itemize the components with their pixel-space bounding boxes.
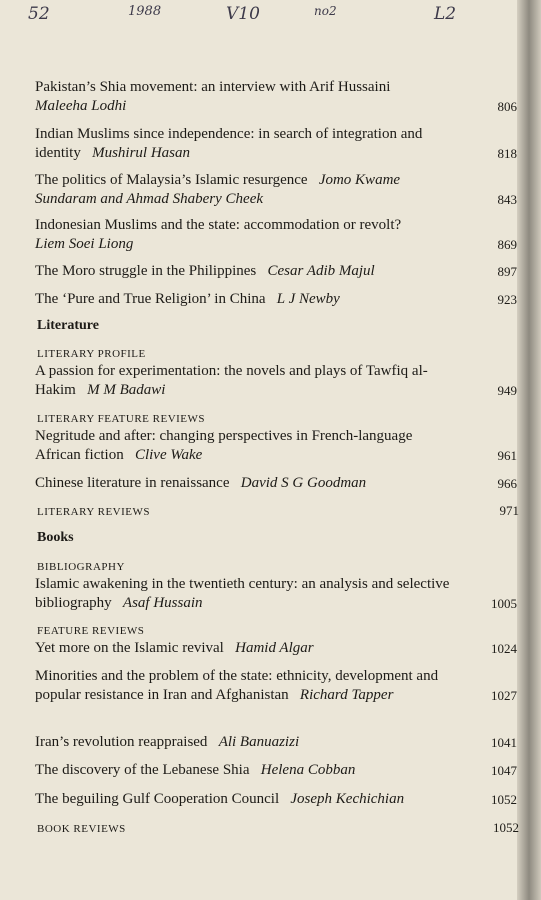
entry-title: Indian Muslims since independence: in search of integration and identity — [35, 126, 423, 161]
binding-edge — [517, 0, 541, 900]
handwritten-note: 1988 — [128, 4, 162, 19]
category-label — [37, 503, 519, 518]
entry-author: Jomo Kwame Sundaram and Ahmad Shabery Cheek — [35, 172, 401, 207]
entry-page: 1047 — [491, 763, 517, 778]
handwritten-note: V10 — [226, 4, 260, 24]
entry-author: Asaf Hussain — [122, 595, 203, 611]
entry-author: Cesar Adib Majul — [267, 263, 375, 279]
category-label: LITERARY FEATURE REVIEWS — [37, 413, 206, 425]
entry-page: 818 — [497, 146, 517, 161]
entry-page: 843 — [497, 192, 517, 207]
entry-author: David S G Goodman — [240, 475, 367, 491]
entry-author: Hamid Algar — [235, 640, 314, 656]
entry-author: Helena Cobban — [260, 762, 356, 778]
entry-author: M M Badawi — [87, 382, 166, 398]
entry-page: 897 — [497, 264, 517, 279]
entry-title: Chinese literature in renaissance — [35, 475, 230, 491]
entry-page: 1052 — [491, 792, 517, 807]
toc-entry — [35, 125, 517, 163]
toc-entry — [35, 761, 517, 780]
toc-entry — [35, 362, 517, 400]
entry-title: The politics of Malaysia’s Islamic resurgence — [35, 172, 308, 188]
entry-author: Joseph Kechichian — [290, 791, 405, 807]
entry-author: Maleeha Lodhi — [35, 98, 127, 114]
entry-author: Liem Soei Liong — [35, 236, 134, 252]
toc-entry — [35, 78, 517, 116]
entry-title: Yet more on the Islamic revival — [35, 640, 224, 656]
entry-page: 971 — [499, 503, 519, 518]
toc-entry — [35, 427, 517, 465]
entry-page: 1027 — [491, 688, 517, 703]
entry-page: 961 — [497, 448, 517, 463]
toc-entry — [35, 216, 517, 254]
entry-author: L J Newby — [276, 291, 340, 307]
entry-title: The discovery of the Lebanese Shia — [35, 762, 250, 778]
toc-entry — [35, 790, 517, 809]
entry-page: 1024 — [491, 641, 517, 656]
toc-entry — [35, 474, 517, 493]
category-label: FEATURE REVIEWS — [37, 625, 145, 637]
literary-reviews-label: LITERARY REVIEWS — [37, 506, 150, 518]
handwritten-note: no2 — [314, 4, 337, 18]
entry-title: The Moro struggle in the Philippines — [35, 263, 257, 279]
entry-page: 1041 — [491, 735, 517, 750]
toc-entry — [35, 290, 517, 309]
toc-entry — [35, 262, 517, 281]
entry-author: Clive Wake — [134, 447, 203, 463]
handwritten-note: 52 — [28, 4, 50, 24]
entry-page: 806 — [497, 99, 517, 114]
section-heading-literature: Literature — [37, 318, 99, 333]
toc-entry — [35, 171, 517, 209]
category-label: BIBLIOGRAPHY — [37, 561, 125, 573]
toc-entry — [35, 667, 517, 705]
toc-entry — [35, 733, 517, 752]
entry-title: Negritude and after: changing perspectives in French-language African fiction — [35, 428, 413, 463]
entry-page: 1052 — [493, 820, 519, 835]
entry-page: 923 — [497, 292, 517, 307]
entry-title: Iran’s revolution reappraised — [35, 734, 208, 750]
entry-author: Richard Tapper — [299, 687, 394, 703]
entry-page: 966 — [497, 476, 517, 491]
entry-title: Indonesian Muslims and the state: accommodation or revolt? — [35, 217, 402, 233]
entry-page: 949 — [497, 383, 517, 398]
category-label — [37, 820, 519, 835]
entry-title: A passion for experimentation: the novels and plays of Tawfiq al-Hakim — [35, 363, 428, 398]
entry-title: Pakistan’s Shia movement: an interview with Arif Hussaini — [35, 79, 391, 95]
toc-entry — [35, 575, 517, 613]
entry-page: 869 — [497, 237, 517, 252]
toc-entry — [35, 639, 517, 658]
entry-title: Islamic awakening in the twentieth century: an analysis and selective bibliography — [35, 576, 450, 611]
book-reviews-label: BOOK REVIEWS — [37, 823, 126, 835]
entry-title: The ‘Pure and True Religion’ in China — [35, 291, 266, 307]
entry-title: The beguiling Gulf Cooperation Council — [35, 791, 280, 807]
section-heading-books: Books — [37, 530, 74, 545]
entry-author: Mushirul Hasan — [92, 145, 191, 161]
category-label: LITERARY PROFILE — [37, 348, 146, 360]
entry-author: Ali Banuazizi — [218, 734, 300, 750]
handwritten-note: L2 — [434, 4, 457, 24]
entry-page: 1005 — [491, 596, 517, 611]
entry-title: Minorities and the problem of the state: ethnicity, development and popular resistance in Iran and Afghanistan — [35, 668, 439, 703]
handwritten-annotation — [28, 4, 498, 30]
